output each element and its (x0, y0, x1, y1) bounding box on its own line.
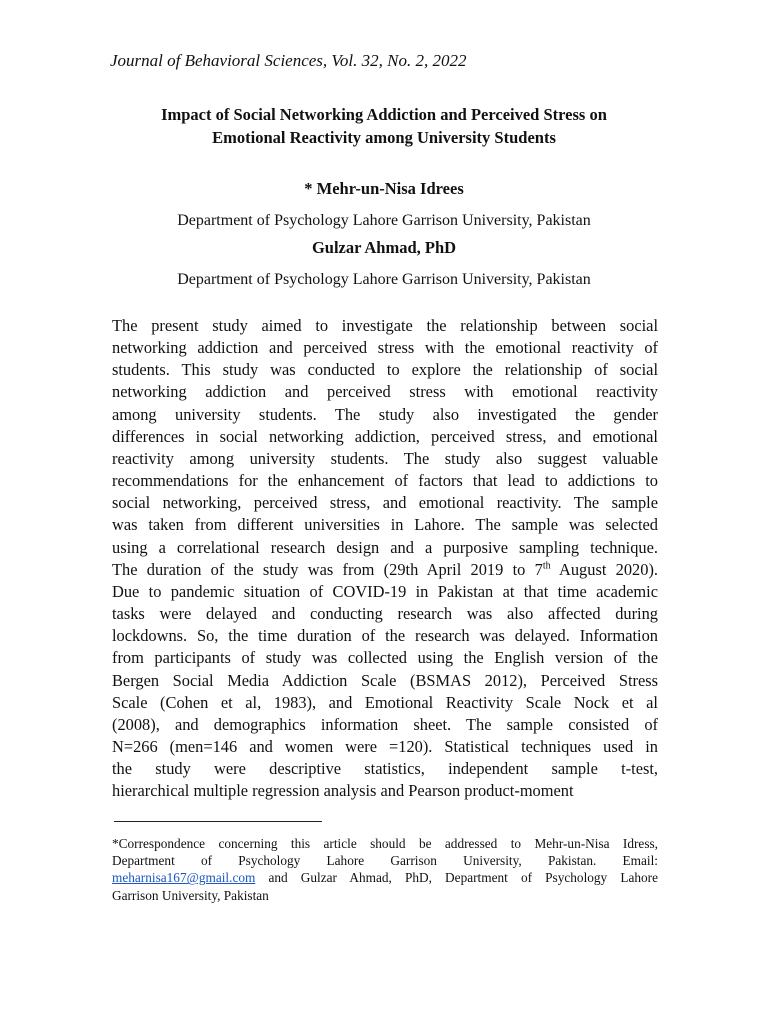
footnote-text: and Gulzar Ahmad, PhD, Department of Psychology Lahore (255, 870, 658, 886)
abstract-line: using a correlational research design and a purposive sampling technique. (112, 537, 658, 557)
abstract-line: Scale (Cohen et al, 1983), and Emotional Reactivity Scale Nock et al (112, 692, 658, 712)
journal-header: Journal of Behavioral Sciences, Vol. 32, No. 2, 2022 (110, 51, 467, 70)
abstract-line-duration (112, 559, 658, 581)
abstract-line: (2008), and demographics information sheet. The sample consisted of (112, 714, 658, 734)
abstract-line: networking addiction and perceived stress with emotional reactivity (112, 382, 658, 402)
abstract-line: social networking, perceived stress, and emotional reactivity. The sample (112, 493, 658, 513)
author-affiliation-2: Department of Psychology Lahore Garrison University, Pakistan (177, 271, 591, 288)
abstract-line: N=266 (men=146 and women were =120). Statistical techniques used in (112, 736, 658, 756)
title-line: Emotional Reactivity among University Students (212, 128, 556, 147)
title-line: Impact of Social Networking Addiction and Perceived Stress on (161, 105, 607, 124)
footnote-line: *Correspondence concerning this article should be addressed to Mehr-un-Nisa Idress, (112, 836, 658, 851)
abstract-line: hierarchical multiple regression analysis and Pearson product-moment (112, 781, 574, 801)
duration-text: The duration of the study was from (29th April 2019 to 7 (112, 559, 543, 579)
author-name-2: Gulzar Ahmad, PhD (311, 238, 457, 257)
abstract-line: The present study aimed to investigate the relationship between social (112, 316, 658, 335)
author-affiliation-1: Department of Psychology Lahore Garrison University, Pakistan (177, 212, 591, 229)
abstract (112, 315, 658, 802)
abstract-line: from participants of study was collected using the English version of the (112, 648, 658, 668)
abstract-line: reactivity among university students. The study also suggest valuable (112, 448, 658, 468)
abstract-line: lockdowns. So, the time duration of the research was delayed. Information (112, 626, 658, 646)
email-link[interactable]: meharnisa167@gmail.com (112, 870, 256, 886)
footnote-divider (114, 821, 322, 822)
correspondence-footnote (112, 835, 658, 904)
author-name-1: * Mehr-un-Nisa Idrees (304, 179, 464, 198)
abstract-line: Due to pandemic situation of COVID-19 in Pakistan at that time academic (112, 581, 658, 601)
abstract-line: among university students. The study also investigated the gender (112, 404, 658, 424)
abstract-line: differences in social networking addiction, perceived stress, and emotional (112, 426, 658, 446)
abstract-line: students. This study was conducted to explore the relationship of social (112, 360, 658, 380)
abstract-line: networking addiction and perceived stress with the emotional reactivity of (112, 338, 658, 358)
abstract-line: the study were descriptive statistics, independent sample t-test, (112, 759, 658, 779)
abstract-line: Bergen Social Media Addiction Scale (BSMAS 2012), Perceived Stress (112, 670, 658, 690)
duration-text-end: August 2020). (550, 559, 659, 579)
footnote-line: Department of Psychology Lahore Garrison University, Pakistan. Email: (112, 853, 658, 869)
paper-title (112, 103, 656, 149)
duration-superscript: th (542, 560, 551, 572)
footnote-line: Garrison University, Pakistan (112, 887, 269, 903)
abstract-line: tasks were delayed and conducting research was also affected during (112, 604, 658, 624)
footnote-line-email (112, 869, 658, 886)
abstract-line: was taken from different universities in Lahore. The sample was selected (112, 515, 658, 535)
abstract-line: recommendations for the enhancement of factors that lead to addictions to (112, 471, 658, 491)
